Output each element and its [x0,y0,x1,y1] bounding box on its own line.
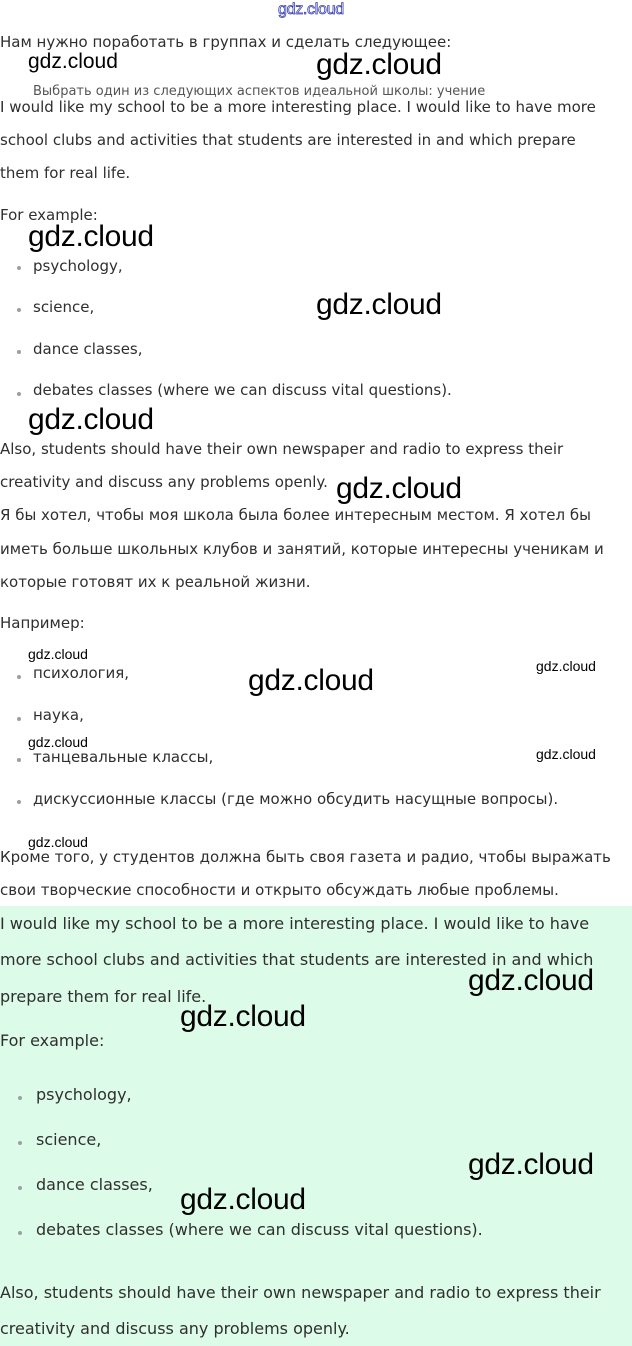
highlight-paragraph-line: I would like my school to be a more interesting place. I would like to have [0,914,590,933]
list-item: дискуссионные классы (где можно обсудить насущные вопросы). [33,790,559,808]
bullet-icon [17,800,21,804]
english-paragraph-line: I would like my school to be a more interesting place. I would like to have more [0,98,596,116]
bullet-icon [17,675,21,679]
watermark-logo: gdz.cloud [28,734,88,750]
list-item: dance classes, [33,340,143,358]
english-paragraph-line: creativity and discuss any problems openly. [0,473,328,491]
bullet-icon [18,1096,22,1100]
list-item: psychology, [36,1085,132,1104]
bullet-icon [18,1186,22,1190]
list-item: танцевальные классы, [33,748,214,766]
watermark-logo: gdz.cloud [180,1183,306,1216]
bullet-icon [17,758,21,762]
russian-paragraph-line: Кроме того, у студентов должна быть своя газета и радио, чтобы выражать [0,848,611,866]
watermark-logo: gdz.cloud [316,288,442,321]
bullet-icon [18,1141,22,1145]
english-for-example: For example: [0,206,98,224]
list-item: psychology, [33,257,123,275]
english-paragraph-line: school clubs and activities that students are interested in and which prepare [0,131,576,149]
english-paragraph-line: them for real life. [0,164,131,182]
bullet-icon [17,266,21,270]
russian-for-example: Например: [0,614,85,632]
list-item: debates classes (where we can discuss vital questions). [36,1220,483,1239]
highlight-paragraph-line: prepare them for real life. [0,987,207,1006]
list-item: наука, [33,706,84,724]
site-logo[interactable]: gdz.cloud [278,1,344,18]
russian-paragraph-line: свои творческие способности и открыто обсуждать любые проблемы. [0,881,559,899]
watermark-logo: gdz.cloud [536,746,596,762]
watermark-logo: gdz.cloud [468,1148,594,1181]
watermark-logo: gdz.cloud [316,48,442,81]
task-cut-line: Выбрать один из следующих аспектов идеальной школы: учение [33,84,486,99]
highlight-paragraph-line: more school clubs and activities that students are interested in and which [0,950,594,969]
russian-paragraph-line: которые готовят их к реальной жизни. [0,573,311,591]
highlight-paragraph-line: creativity and discuss any problems openly. [0,1319,350,1338]
list-item: science, [33,298,95,316]
watermark-logo: gdz.cloud [28,646,88,662]
watermark-logo: gdz.cloud [28,834,88,850]
watermark-logo: gdz.cloud [28,220,154,253]
watermark-logo: gdz.cloud [248,664,374,697]
highlight-for-example: For example: [0,1031,105,1050]
bullet-icon [17,350,21,354]
watermark-logo: gdz.cloud [28,50,118,73]
watermark-logo: gdz.cloud [536,658,596,674]
bullet-icon [17,308,21,312]
bullet-icon [18,1231,22,1235]
watermark-logo: gdz.cloud [468,964,594,997]
watermark-logo: gdz.cloud [336,472,462,505]
bullet-icon [17,392,21,396]
list-item: debates classes (where we can discuss vital questions). [33,381,452,399]
english-paragraph-line: Also, students should have their own newspaper and radio to express their [0,440,564,458]
task-intro: Нам нужно поработать в группах и сделать следующее: [0,33,452,51]
list-item: dance classes, [36,1175,153,1194]
list-item: психология, [33,664,130,682]
russian-paragraph-line: иметь больше школьных клубов и занятий, которые интересны ученикам и [0,540,604,558]
highlight-paragraph-line: Also, students should have their own newspaper and radio to express their [0,1283,601,1302]
russian-paragraph-line: Я бы хотел, чтобы моя школа была более интересным местом. Я хотел бы [0,506,591,524]
bullet-icon [17,717,21,721]
watermark-logo: gdz.cloud [28,403,154,436]
watermark-logo: gdz.cloud [180,1000,306,1033]
list-item: science, [36,1130,102,1149]
